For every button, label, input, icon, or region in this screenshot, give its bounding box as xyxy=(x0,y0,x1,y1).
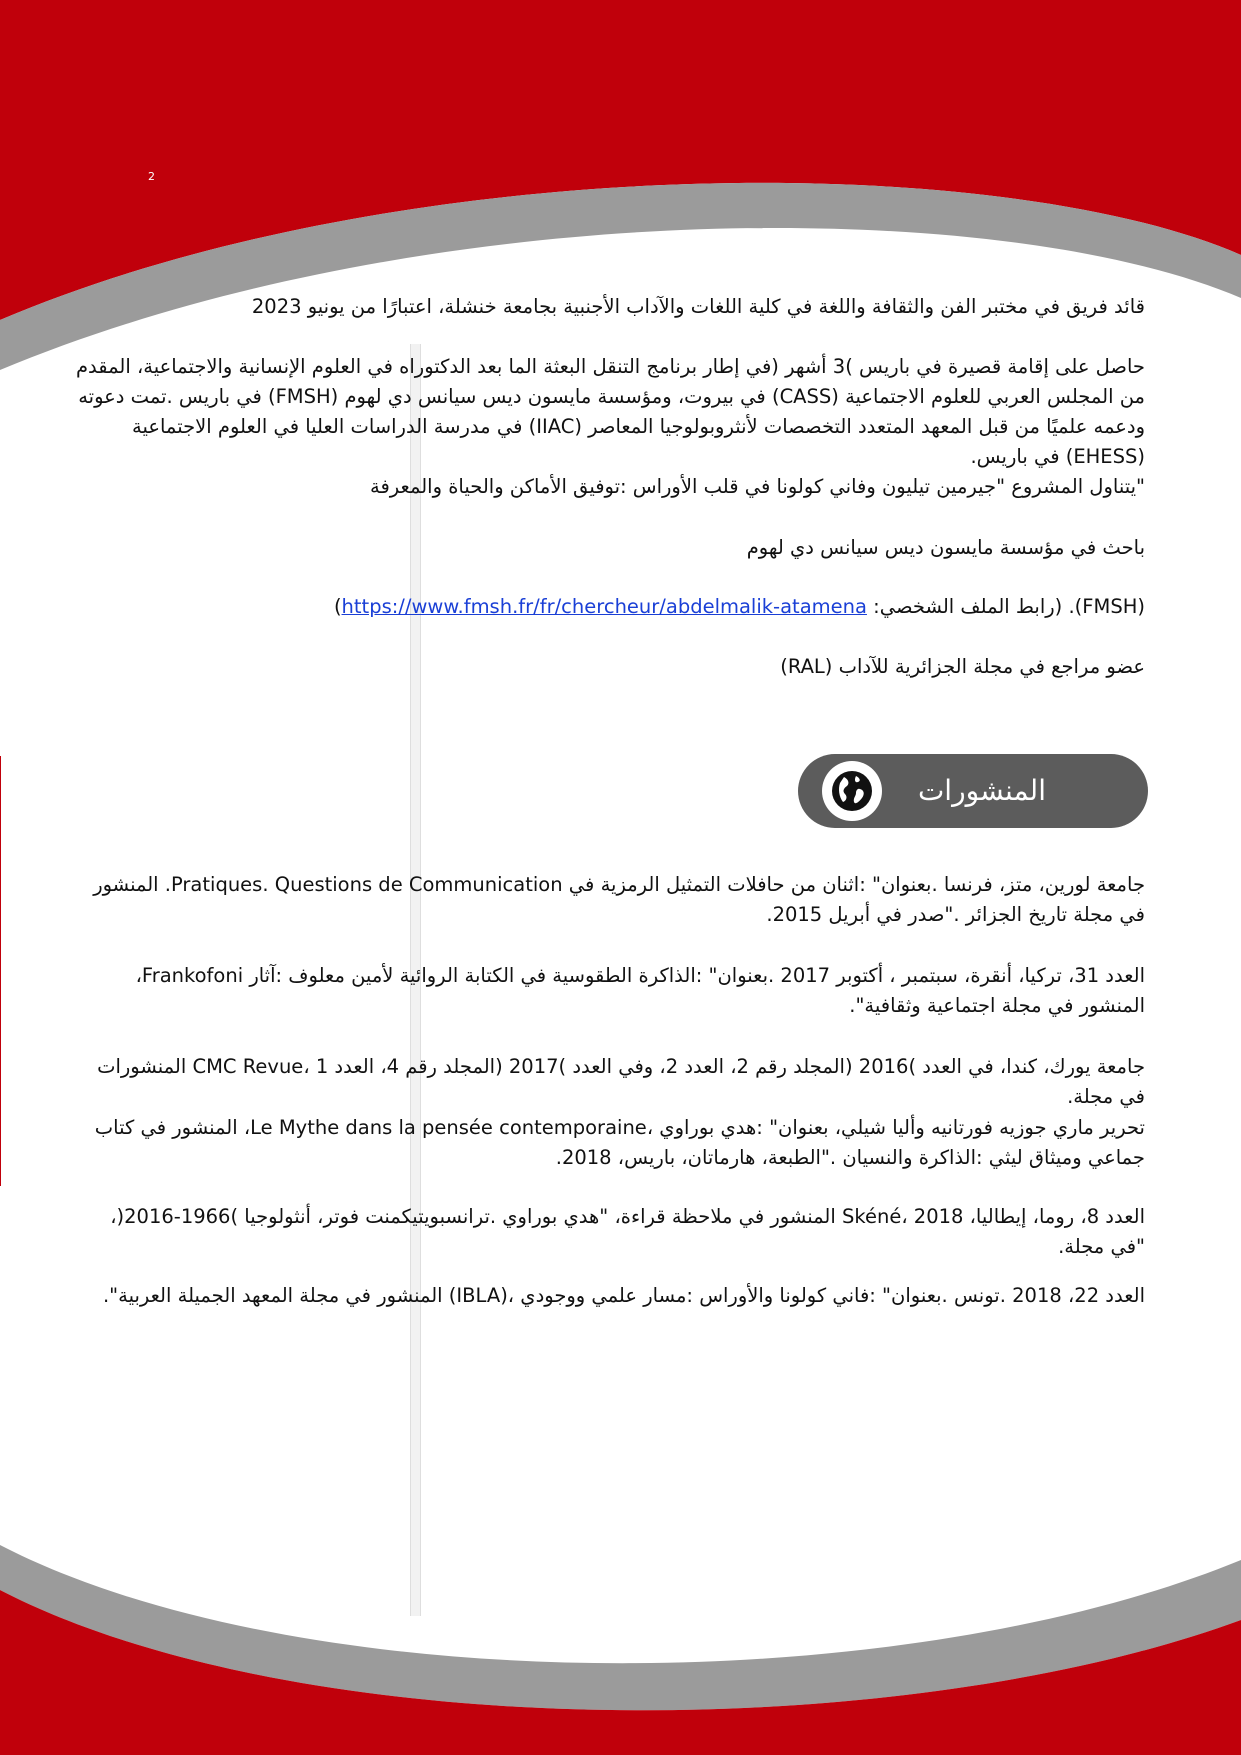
publication-item: جامعة يورك، كندا، في العدد )2016 (المجلد رقم 2، العدد 2، وفي العدد )2017 (المجلد رقم 4، العدد 1 ،CMC Revue المنشورات في مجلة. xyxy=(97,1055,1145,1108)
globe-icon xyxy=(822,761,882,821)
bio-paragraph-6: عضو مراجع في مجلة الجزائرية للآداب (RAL) xyxy=(780,655,1145,678)
publication-item: العدد 8، روما، إيطاليا، Skéné، 2018 المنشور في ملاحظة قراءة، "هدي بوراوي .ترانسبويتيكمنت فوتر، أنثولوجيا )1966-2016(، "في مجلة. xyxy=(110,1205,1145,1258)
bio-paragraph-1: قائد فريق في مختبر الفن والثقافة واللغة في كلية اللغات والآداب الأجنبية بجامعة خنشلة، اعتبارًا من يونيو 2023 xyxy=(251,295,1145,318)
section-title: المنشورات xyxy=(917,774,1046,807)
publication-item: العدد 22، 2018 .تونس .بعنوان" :فاني كولونا والأوراس :مسار علمي ووجودي ،(IBLA) المنشور في مجلة المعهد الجميلة العربية". xyxy=(102,1284,1145,1307)
publication-item: جامعة لورين، متز، فرنسا .بعنوان" :اثنان من حافلات التمثيل الرمزية في Pratiques. Questions de Communication. المنشور في مجلة تاريخ الجزائر ."صدر في أبريل 2015. xyxy=(93,873,1145,926)
profile-link[interactable]: https://www.fmsh.fr/fr/chercheur/abdelmalik-atamena xyxy=(341,595,867,618)
bio-paragraph-4: باحث في مؤسسة مايسون ديس سيانس دي لهوم xyxy=(746,536,1145,559)
left-edge-mark xyxy=(0,756,1,1186)
profile-link-prefix: (FMSH). (رابط الملف الشخصي: xyxy=(866,595,1145,618)
page-number: 2 xyxy=(148,170,155,183)
bio-paragraph-3: "يتناول المشروع "جيرمين تيليون وفاني كولونا في قلب الأوراس :توفيق الأماكن والحياة والمعرفة xyxy=(370,475,1145,498)
publication-item: العدد 31، تركيا، أنقرة، سبتمبر ، أكتوبر 2017 .بعنوان" :الذاكرة الطقوسية في الكتابة الروائية لأمين معلوف :آثار Frankofoni، المنشور في مجلة اجتماعية وثقافية". xyxy=(135,964,1145,1017)
bio-profile-link-paragraph xyxy=(70,592,1145,622)
section-header-publications xyxy=(798,754,1148,828)
bio-paragraph-2: حاصل على إقامة قصيرة في باريس )3 أشهر (في إطار برنامج التنقل البعثة الما بعد الدكتوراه في العلوم الإنسانية والاجتماعية، المقدم من المجلس العربي للعلوم الاجتماعية (CASS) في بيروت، ومؤسسة مايسون ديس سيانس دي لهوم (FMSH) في باريس .تمت دعوته ودعمه علميًا من قبل المعهد المتعدد التخصصات لأنثروبولوجيا المعاصر (IIAC) في مدرسة الدراسات العليا في العلوم الاجتماعية (EHESS) في باريس. xyxy=(75,355,1145,468)
publication-item: تحرير ماري جوزيه فورتانيه وأليا شيلي، بعنوان" :هدي بوراوي ،Le Mythe dans la pensée contemporaine، المنشور في كتاب جماعي وميثاق ليثي :الذاكرة والنسيان ."الطبعة، هارماتان، باريس، 2018. xyxy=(94,1116,1145,1169)
profile-link-suffix: ) xyxy=(333,595,342,618)
